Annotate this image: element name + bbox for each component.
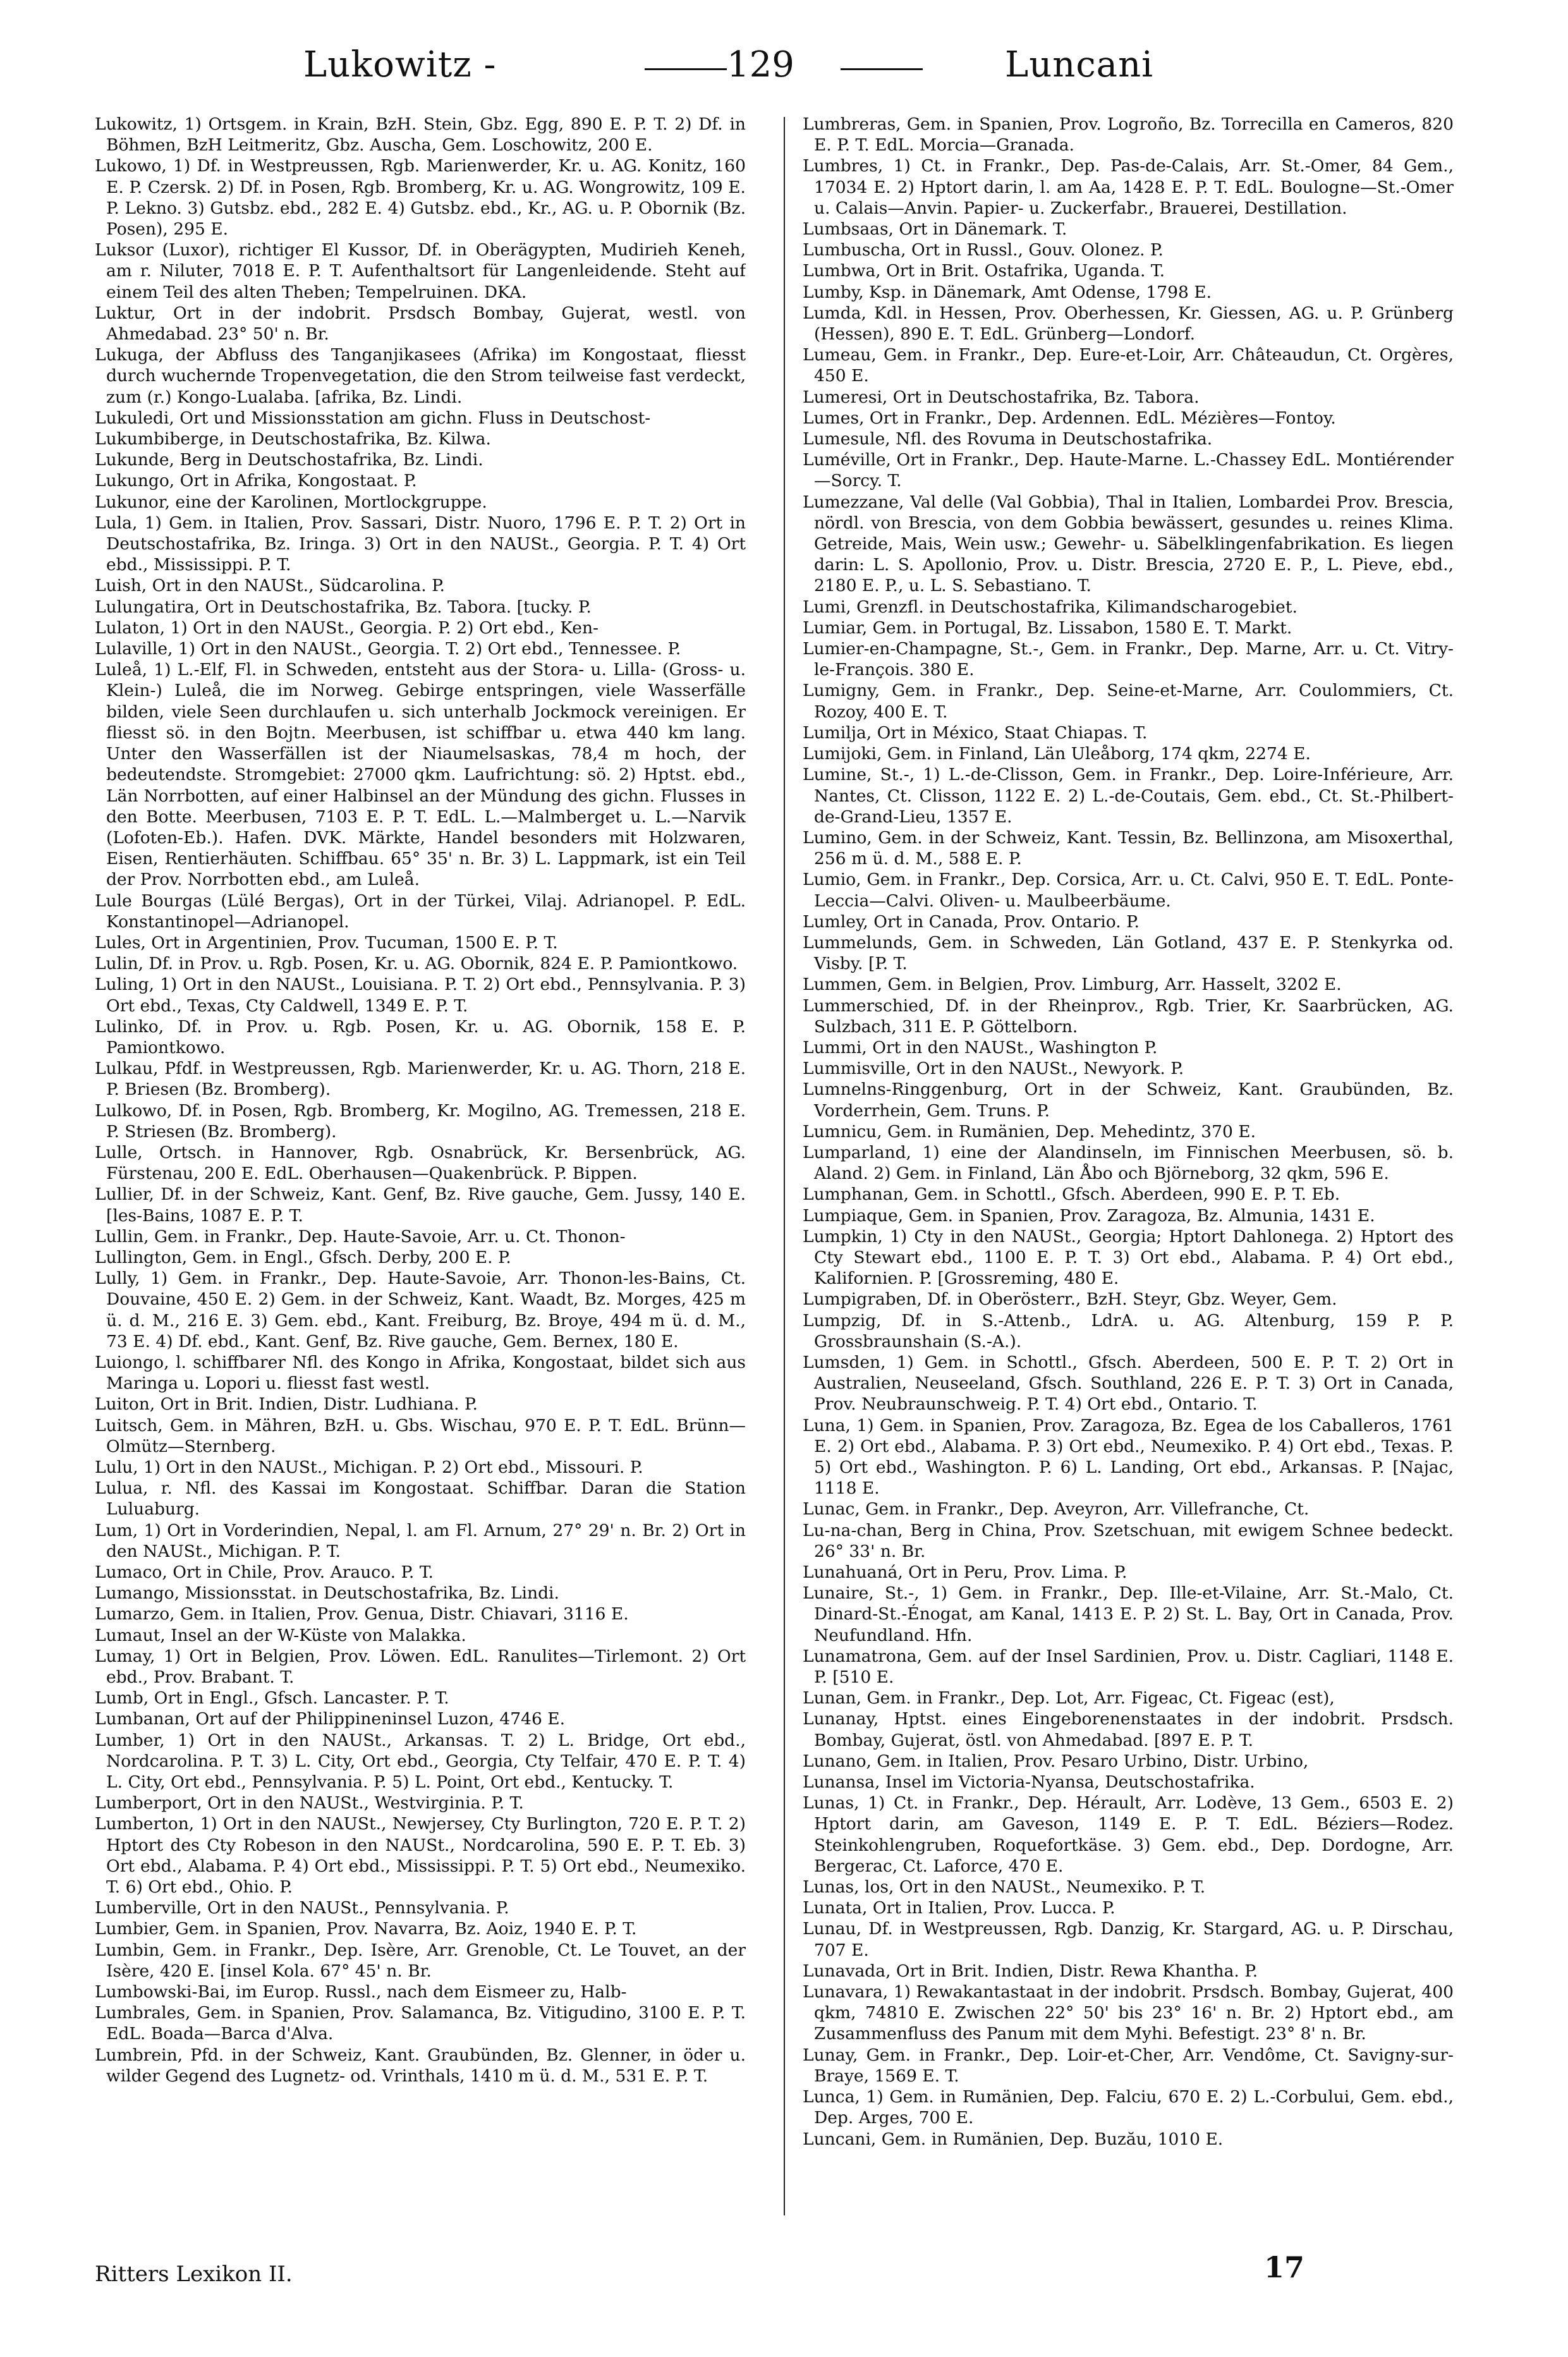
lexicon-entry: Lumpiaque, Gem. in Spanien, Prov. Zaragoza, Bz. Almunia, 1431 E. — [803, 1205, 1375, 1226]
lexicon-entry: Lumijoki, Gem. in Finland, Län Uleåborg, 174 qkm, 2274 E. — [803, 744, 1311, 764]
lexicon-entry: Lunan, Gem. in Frankr., Dep. Lot, Arr. Figeac, Ct. Figeac (est), — [803, 1688, 1335, 1708]
lexicon-entry: Lulinko, Df. in Prov. u. Rgb. Posen, Kr. u. AG. Obornik, 158 E. P. Pamiontkowo. — [95, 1016, 746, 1057]
right-column — [803, 114, 1454, 2219]
lexicon-entry: Lulaville, 1) Ort in den NAUSt., Georgia. T. 2) Ort ebd., Tennessee. P. — [95, 639, 681, 659]
lexicon-entry: Lumino, Gem. in der Schweiz, Kant. Tessin, Bz. Bellinzona, am Misoxerthal, 256 m ü. d. M., 588 E. P. — [803, 827, 1454, 869]
lexicon-entry: Lumsden, 1) Gem. in Schottl., Gfsch. Aberdeen, 500 E. P. T. 2) Ort in Australien, Neuseeland, Gfsch. Southland, 226 E. P. T. 3) Ort in Canada, Prov. Neubraunschweig. P. T. 4) Ort ebd., Ontario. T. — [803, 1352, 1454, 1415]
lexicon-entry: Lully, 1) Gem. in Frankr., Dep. Haute-Savoie, Arr. Thonon-les-Bains, Ct. Douvaine, 450 E. 2) Gem. in der Schweiz, Kant. Waadt, Bz. Morges, 425 m ü. d. M., 216 E. 3) Gem. ebd., Kant. Freiburg, Bz. Broye, 494 m ü. d. M., 73 E. 4) Df. ebd., Kant. Genf, Bz. Rive gauche, Gem. Bernex, 180 E. — [95, 1269, 746, 1351]
lexicon-entry: Lumber, 1) Ort in den NAUSt., Arkansas. T. 2) L. Bridge, Ort ebd., Nordcarolina. P. T. 3) L. City, Ort ebd., Georgia, Cty Telfair, 470 E. P. T. 4) L. City, Ort ebd., Pennsylvania. P. 5) L. Point, Ort ebd., Kentucky. T. — [95, 1730, 746, 1793]
lexicon-entry: Lumilja, Ort in México, Staat Chiapas. T. — [803, 722, 1148, 743]
lexicon-entry: Lukuga, der Abfluss des Tanganjikasees (Afrika) im Kongostaat, fliesst durch wuchernde Tropenvegetation, die den Strom teilweise fast verdeckt, zum (r.) Kongo-Lualaba. [afrika, Bz. Lindi. — [95, 345, 746, 407]
lexicon-entry: Luitsch, Gem. in Mähren, BzH. u. Gbs. Wischau, 970 E. P. T. EdL. Brünn—Olmütz—Sternberg. — [95, 1415, 746, 1456]
header-last-entry: Luncani — [1005, 44, 1154, 85]
lexicon-entry: Luling, 1) Ort in den NAUSt., Louisiana. P. T. 2) Ort ebd., Pennsylvania. P. 3) Ort ebd., Texas, Cty Caldwell, 1349 E. P. T. — [95, 975, 746, 1016]
lexicon-entry: Lumbin, Gem. in Frankr., Dep. Isère, Arr. Grenoble, Ct. Le Touvet, an der Isère, 420 E. [insel Kola. 67° 45' n. Br. — [95, 1940, 746, 1981]
lexicon-entry: Lumnelns-Ringgenburg, Ort in der Schweiz, Kant. Graubünden, Bz. Vorderrhein, Gem. Truns. P. — [803, 1080, 1454, 1121]
lexicon-entry: Lumbowski-Bai, im Europ. Russl., nach dem Eismeer zu, Halb- — [95, 1982, 627, 2002]
lexicon-entry: Lulle, Ortsch. in Hannover, Rgb. Osnabrück, Kr. Bersenbrück, AG. Fürstenau, 200 E. EdL. Oberhausen—Quakenbrück. P. Bippen. — [95, 1142, 746, 1184]
lexicon-entry: Lumango, Missionsstat. in Deutschostafrika, Bz. Lindi. — [95, 1583, 559, 1604]
lexicon-entry: Lumb, Ort in Engl., Gfsch. Lancaster. P. T. — [95, 1688, 449, 1708]
lexicon-entry: Lule Bourgas (Lülé Bergas), Ort in der Türkei, Vilaj. Adrianopel. P. EdL. Konstantinopel—Adrianopel. — [95, 891, 746, 932]
lexicon-entry: Lummerschied, Df. in der Rheinprov., Rgb. Trier, Kr. Saarbrücken, AG. Sulzbach, 311 E. P. Göttelborn. — [803, 996, 1454, 1037]
lexicon-entry: Lumpkin, 1) Cty in den NAUSt., Georgia; Hptort Dahlonega. 2) Hptort des Cty Stewart ebd., 1100 E. P. T. 3) Ort ebd., Alabama. P. 4) Ort ebd., Kalifornien. P. [Grossreming, 480 E. — [803, 1226, 1454, 1289]
lexicon-entry: Lulin, Df. in Prov. u. Rgb. Posen, Kr. u. AG. Obornik, 824 E. P. Pamiontkowo. — [95, 954, 738, 974]
lexicon-entry: Luna, 1) Gem. in Spanien, Prov. Zaragoza, Bz. Egea de los Caballeros, 1761 E. 2) Ort ebd., Alabama. P. 3) Ort ebd., Neumexiko. P. 4) Ort ebd., Texas. P. 5) Ort ebd., Washington. P. 6) L. Landing, Ort ebd., Arkansas. P. [Najac, 1118 E. — [803, 1415, 1454, 1499]
lexicon-entry: Lunau, Df. in Westpreussen, Rgb. Danzig, Kr. Stargard, AG. u. P. Dirschau, 707 E. — [803, 1919, 1454, 1960]
lexicon-entry: Luméville, Ort in Frankr., Dep. Haute-Marne. L.-Chassey EdL. Montiérender—Sorcy. T. — [803, 450, 1454, 491]
lexicon-entry: Lulungatira, Ort in Deutschostafrika, Bz. Tabora. [tucky. P. — [95, 597, 592, 617]
lexicon-entry: Lunca, 1) Gem. in Rumänien, Dep. Falciu, 670 E. 2) L.-Corbului, Gem. ebd., Dep. Arges, 700 E. — [803, 2087, 1454, 2128]
lexicon-entry: Lumby, Ksp. in Dänemark, Amt Odense, 1798 E. — [803, 282, 1212, 302]
lexicon-entry: Luktur, Ort in der indobrit. Prsdsch Bombay, Gujerat, westl. von Ahmedabad. 23° 50' n. Br. — [95, 303, 746, 344]
lexicon-entry: Lummelunds, Gem. in Schweden, Län Gotland, 437 E. P. Stenkyrka od. Visby. [P. T. — [803, 932, 1454, 974]
lexicon-entry: Lunanay, Hptst. eines Eingeborenenstaates in der indobrit. Prsdsch. Bombay, Gujerat, östl. von Ahmedabad. [897 E. P. T. — [803, 1709, 1454, 1750]
lexicon-entry: Lulaton, 1) Ort in den NAUSt., Georgia. P. 2) Ort ebd., Ken- — [95, 618, 599, 638]
left-column — [95, 114, 746, 2219]
lexicon-entry: Lumaut, Insel an der W-Küste von Malakka. — [95, 1625, 466, 1645]
page-header — [101, 44, 1466, 104]
lexicon-entry: Lunac, Gem. in Frankr., Dep. Aveyron, Arr. Villefranche, Ct. — [803, 1499, 1310, 1520]
lexicon-entry: Lu-na-chan, Berg in China, Prov. Szetschuan, mit ewigem Schnee bedeckt. 26° 33' n. Br. — [803, 1520, 1454, 1561]
lexicon-entry: Lumberton, 1) Ort in den NAUSt., Newjersey, Cty Burlington, 720 E. P. T. 2) Hptort des Cty Robeson in den NAUSt., Nordcarolina, 590 E. P. T. Eb. 3) Ort ebd., Alabama. P. 4) Ort ebd., Mississippi. P. T. 5) Ort ebd., Neumexiko. T. 6) Ort ebd., Ohio. P. — [95, 1814, 746, 1897]
lexicon-entry: Lulu, 1) Ort in den NAUSt., Michigan. P. 2) Ort ebd., Missouri. P. — [95, 1458, 643, 1477]
lexicon-entry: Lunansa, Insel im Victoria-Nyansa, Deutschostafrika. — [803, 1772, 1255, 1793]
lexicon-entry: Lumigny, Gem. in Frankr., Dep. Seine-et-Marne, Arr. Coulommiers, Ct. Rozoy, 400 E. T. — [803, 681, 1454, 722]
lexicon-entry: Lunavara, 1) Rewakantastaat in der indobrit. Prsdsch. Bombay, Gujerat, 400 qkm, 74810 E. Zwischen 22° 50' bis 23° 16' n. Br. 2) Hptort ebd., am Zusammenfluss des Panum mit dem Myhi. Befestigt. 23° 8' n. Br. — [803, 1982, 1454, 2044]
lexicon-entry: Lumeau, Gem. in Frankr., Dep. Eure-et-Loir, Arr. Châteaudun, Ct. Orgères, 450 E. — [803, 345, 1454, 386]
lexicon-entry: Lullier, Df. in der Schweiz, Kant. Genf, Bz. Rive gauche, Gem. Jussy, 140 E. [les-Bains, 1087 E. P. T. — [95, 1185, 746, 1226]
lexicon-entry: Lunata, Ort in Italien, Prov. Lucca. P. — [803, 1898, 1115, 1918]
lexicon-entry: Lukowitz, 1) Ortsgem. in Krain, BzH. Stein, Gbz. Egg, 890 E. P. T. 2) Df. in Böhmen, BzH Leitmeritz, Gbz. Auscha, Gem. Loschowitz, 200 E. — [95, 114, 746, 155]
lexicon-entry: Lumi, Grenzfl. in Deutschostafrika, Kilimandscharogebiet. — [803, 597, 1298, 617]
lexicon-entry: Lullington, Gem. in Engl., Gfsch. Derby, 200 E. P. — [95, 1247, 511, 1267]
lexicon-entry: Lukuledi, Ort und Missionsstation am gichn. Fluss in Deutschost- — [95, 408, 651, 428]
lexicon-entry: Luiongo, l. schiffbarer Nfl. des Kongo in Afrika, Kongostaat, bildet sich aus Maringa u. Lopori u. fliesst fast westl. — [95, 1352, 746, 1394]
footer-sheet-number: 17 — [1264, 2250, 1305, 2284]
lexicon-entry: Lumberville, Ort in den NAUSt., Pennsylvania. P. — [95, 1898, 509, 1918]
column-divider — [784, 117, 785, 2215]
lexicon-entry: Luleå, 1) L.-Elf, Fl. in Schweden, entsteht aus der Stora- u. Lilla- (Gross- u. Klein-) Luleå, die im Norweg. Gebirge entspringen, viele Wasserfälle bilden, viele Seen durchlaufen u. sich unterhalb Jockmock vereinigen. Er fliesst sö. in den Bojtn. Meerbusen, ist schiffbar u. etwa 440 km lang. Unter den Wasserfällen ist der Niaumelsaskas, 78,4 m hoch, der bedeutendste. Stromgebiet: 27000 qkm. Laufrichtung: sö. 2) Hptst. ebd., Län Norrbotten, auf einer Halbinsel an der Mündung des gichn. Flusses in den Botte. Meerbusen, 7103 E. P. T. EdL. L.—Malmberget u. L.—Narvik (Lofoten-Eb.). Hafen. DVK. Märkte, Handel besonders mit Holzwaren, Eisen, Rentierhäuten. Schiffbau. 65° 35' n. Br. 3) L. Lappmark, ist ein Teil der Prov. Norrbotten ebd., am Luleå. — [95, 660, 746, 890]
lexicon-entry: Lukunor, eine der Karolinen, Mortlockgruppe. — [95, 492, 487, 512]
lexicon-entry: Lunano, Gem. in Italien, Prov. Pesaro Urbino, Distr. Urbino, — [803, 1751, 1309, 1771]
header-rule-right — [841, 68, 923, 70]
lexicon-entry: Lules, Ort in Argentinien, Prov. Tucuman, 1500 E. P. T. — [95, 932, 558, 953]
lexicon-entry: Lumezzane, Val delle (Val Gobbia), Thal in Italien, Lombardei Prov. Brescia, nördl. von Brescia, von dem Gobbia bewässert, gesundes u. reines Klima. Getreide, Mais, Wein usw.; Gewehr- u. Säbelklingenfabrikation. Es liegen darin: L. S. Apollonio, Prov. u. Distr. Brescia, 2720 E. P., L. Pieve, ebd., 2180 E. P., u. L. S. Sebastiano. T. — [803, 492, 1454, 596]
lexicon-entry: Lumier-en-Champagne, St.-, Gem. in Frankr., Dep. Marne, Arr. u. Ct. Vitry-le-François. 380 E. — [803, 639, 1454, 680]
lexicon-entry: Lumnicu, Gem. in Rumänien, Dep. Mehedintz, 370 E. — [803, 1121, 1256, 1142]
lexicon-entry: Lunas, 1) Ct. in Frankr., Dep. Hérault, Arr. Lodève, 13 Gem., 6503 E. 2) Hptort darin, am Gaveson, 1149 E. P. T. EdL. Béziers—Rodez. Steinkohlengruben, Roquefortkäse. 3) Gem. ebd., Dep. Dordogne, Arr. Bergerac, Ct. Laforce, 470 E. — [803, 1793, 1454, 1876]
lexicon-entry: Lumbreras, Gem. in Spanien, Prov. Logroño, Bz. Torrecilla en Cameros, 820 E. P. T. EdL. Morcia—Granada. — [803, 114, 1454, 155]
lexicon-entry: Lukunde, Berg in Deutschostafrika, Bz. Lindi. — [95, 450, 483, 470]
lexicon-entry: Lumaco, Ort in Chile, Prov. Arauco. P. T. — [95, 1562, 434, 1583]
lexicon-entry: Lunaire, St.-, 1) Gem. in Frankr., Dep. Ille-et-Vilaine, Arr. St.-Malo, Ct. Dinard-St.-Énogat, am Kanal, 1413 E. P. 2) St. L. Bay, Ort in Canada, Prov. Neufundland. Hfn. — [803, 1583, 1454, 1645]
lexicon-entry: Lumine, St.-, 1) L.-de-Clisson, Gem. in Frankr., Dep. Loire-Inférieure, Arr. Nantes, Ct. Clisson, 1122 E. 2) L.-de-Coutais, Gem. ebd., Ct. St.-Philbert-de-Grand-Lieu, 1357 E. — [803, 765, 1454, 827]
lexicon-entry: Lumbrales, Gem. in Spanien, Prov. Salamanca, Bz. Vitigudino, 3100 E. P. T. EdL. Boada—Barca d'Alva. — [95, 2003, 746, 2044]
page-number: 129 — [727, 44, 794, 85]
lexicon-entry: Lukumbiberge, in Deutschostafrika, Bz. Kilwa. — [95, 429, 491, 449]
lexicon-entry: Lumbanan, Ort auf der Philippineninsel Luzon, 4746 E. — [95, 1709, 566, 1729]
lexicon-entry: Lumeresi, Ort in Deutschostafrika, Bz. Tabora. — [803, 387, 1200, 407]
footer-signature: Ritters Lexikon II. — [95, 2262, 293, 2287]
lexicon-entry: Lumesule, Nfl. des Rovuma in Deutschostafrika. — [803, 429, 1213, 449]
lexicon-entry: Lukowo, 1) Df. in Westpreussen, Rgb. Marienwerder, Kr. u. AG. Konitz, 160 E. P. Czersk. 2) Df. in Posen, Rgb. Bromberg, Kr. u. AG. Wongrowitz, 109 E. P. Lekno. 3) Gutsbz. ebd., 282 E. 4) Gutsbz. ebd., Kr., AG. u. P. Obornik (Bz. Posen), 295 E. — [95, 156, 746, 240]
lexicon-entry: Lumbsaas, Ort in Dänemark. T. — [803, 219, 1067, 240]
lexicon-entry: Lumio, Gem. in Frankr., Dep. Corsica, Arr. u. Ct. Calvi, 950 E. T. EdL. Ponte-Leccia—Calvi. Oliven- u. Maulbeerbäume. — [803, 870, 1454, 911]
lexicon-entry: Luncani, Gem. in Rumänien, Dep. Buzău, 1010 E. — [803, 2129, 1224, 2149]
lexicon-entry: Lumley, Ort in Canada, Prov. Ontario. P. — [803, 911, 1140, 932]
lexicon-entry: Lula, 1) Gem. in Italien, Prov. Sassari, Distr. Nuoro, 1796 E. P. T. 2) Ort in Deutschostafrika, Bz. Iringa. 3) Ort in den NAUSt., Georgia. P. T. 4) Ort ebd., Mississippi. P. T. — [95, 513, 746, 575]
lexicon-entry: Lumbrein, Pfd. in der Schweiz, Kant. Graubünden, Bz. Glenner, in öder u. wilder Gegend des Lugnetz- od. Vrinthals, 1410 m ü. d. M., 531 E. P. T. — [95, 2045, 746, 2086]
header-first-entry: Lukowitz - — [303, 44, 497, 85]
header-rule-left — [645, 68, 727, 70]
lexicon-entry: Lumpzig, Df. in S.-Attenb., LdrA. u. AG. Altenburg, 159 P. P. Grossbraunshain (S.-A.). — [803, 1310, 1454, 1351]
lexicon-entry: Lunas, los, Ort in den NAUSt., Neumexiko. P. T. — [803, 1877, 1206, 1897]
lexicon-entry: Lumparland, 1) eine der Alandinseln, im Finnischen Meerbusen, sö. b. Aland. 2) Gem. in Finland, Län Åbo och Björneborg, 32 qkm, 596 E. — [803, 1142, 1454, 1184]
lexicon-entry: Luksor (Luxor), richtiger El Kussor, Df. in Oberägypten, Mudirieh Keneh, am r. Niluter, 7018 E. P. T. Aufenthaltsort für Langenleidende. Steht auf einem Teil des alten Theben; Tempelruinen. DKA. — [95, 240, 746, 302]
lexicon-entry: Lumbwa, Ort in Brit. Ostafrika, Uganda. T. — [803, 261, 1165, 281]
lexicon-entry: Lumbier, Gem. in Spanien, Prov. Navarra, Bz. Aoiz, 1940 E. P. T. — [95, 1919, 637, 1939]
lexicon-entry: Lunay, Gem. in Frankr., Dep. Loir-et-Cher, Arr. Vendôme, Ct. Savigny-sur-Braye, 1569 E. T. — [803, 2045, 1454, 2086]
lexicon-entry: Lunavada, Ort in Brit. Indien, Distr. Rewa Khantha. P. — [803, 1961, 1258, 1981]
lexicon-entry: Lulkau, Pfdf. in Westpreussen, Rgb. Marienwerder, Kr. u. AG. Thorn, 218 E. P. Briesen (Bz. Bromberg). — [95, 1059, 746, 1100]
lexicon-entry: Lulkowo, Df. in Posen, Rgb. Bromberg, Kr. Mogilno, AG. Tremessen, 218 E. P. Striesen (Bz. Bromberg). — [95, 1100, 746, 1142]
lexicon-entry: Lunamatrona, Gem. auf der Insel Sardinien, Prov. u. Distr. Cagliari, 1148 E. P. [510 E. — [803, 1646, 1454, 1688]
lexicon-entry: Luiton, Ort in Brit. Indien, Distr. Ludhiana. P. — [95, 1394, 478, 1415]
lexicon-entry: Lumphanan, Gem. in Schottl., Gfsch. Aberdeen, 990 E. P. T. Eb. — [803, 1185, 1340, 1205]
lexicon-entry: Lummi, Ort in den NAUSt., Washington P. — [803, 1037, 1158, 1057]
lexicon-entry: Lunahuaná, Ort in Peru, Prov. Lima. P. — [803, 1562, 1127, 1583]
lexicon-entry: Lullin, Gem. in Frankr., Dep. Haute-Savoie, Arr. u. Ct. Thonon- — [95, 1226, 626, 1246]
lexicon-entry: Lumay, 1) Ort in Belgien, Prov. Löwen. EdL. Ranulites—Tirlemont. 2) Ort ebd., Prov. Brabant. T. — [95, 1646, 746, 1688]
lexicon-entry: Lumpigraben, Df. in Oberösterr., BzH. Steyr, Gbz. Weyer, Gem. — [803, 1289, 1337, 1310]
lexicon-entry: Lumbuscha, Ort in Russl., Gouv. Olonez. P. — [803, 240, 1164, 260]
lexicon-entry: Lumda, Kdl. in Hessen, Prov. Oberhessen, Kr. Giessen, AG. u. P. Grünberg (Hessen), 890 E. T. EdL. Grünberg—Londorf. — [803, 303, 1454, 344]
lexicon-entry: Lumbres, 1) Ct. in Frankr., Dep. Pas-de-Calais, Arr. St.-Omer, 84 Gem., 17034 E. 2) Hptort darin, l. am Aa, 1428 E. P. T. EdL. Boulogne—St.-Omer u. Calais—Anvin. Papier- u. Zuckerfabr., Brauerei, Destillation. — [803, 156, 1454, 218]
lexicon-entry: Lukungo, Ort in Afrika, Kongostaat. P. — [95, 471, 417, 491]
lexicon-entry: Lumiar, Gem. in Portugal, Bz. Lissabon, 1580 E. T. Markt. — [803, 618, 1292, 638]
lexicon-entry: Lulua, r. Nfl. des Kassai im Kongostaat. Schiffbar. Daran die Station Luluaburg. — [95, 1478, 746, 1520]
lexicon-entry: Lummisville, Ort in den NAUSt., Newyork. P. — [803, 1059, 1184, 1079]
lexicon-entry: Lummen, Gem. in Belgien, Prov. Limburg, Arr. Hasselt, 3202 E. — [803, 975, 1342, 995]
lexicon-entry: Lumarzo, Gem. in Italien, Prov. Genua, Distr. Chiavari, 3116 E. — [95, 1604, 629, 1624]
lexicon-entry: Lumberport, Ort in den NAUSt., Westvirginia. P. T. — [95, 1793, 524, 1813]
lexicon-entry: Lum, 1) Ort in Vorderindien, Nepal, l. am Fl. Arnum, 27° 29' n. Br. 2) Ort in den NAUSt., Michigan. P. T. — [95, 1520, 746, 1561]
lexicon-entry: Lumes, Ort in Frankr., Dep. Ardennen. EdL. Mézières—Fontoy. — [803, 408, 1336, 428]
lexicon-entry: Luish, Ort in den NAUSt., Südcarolina. P. — [95, 576, 445, 596]
